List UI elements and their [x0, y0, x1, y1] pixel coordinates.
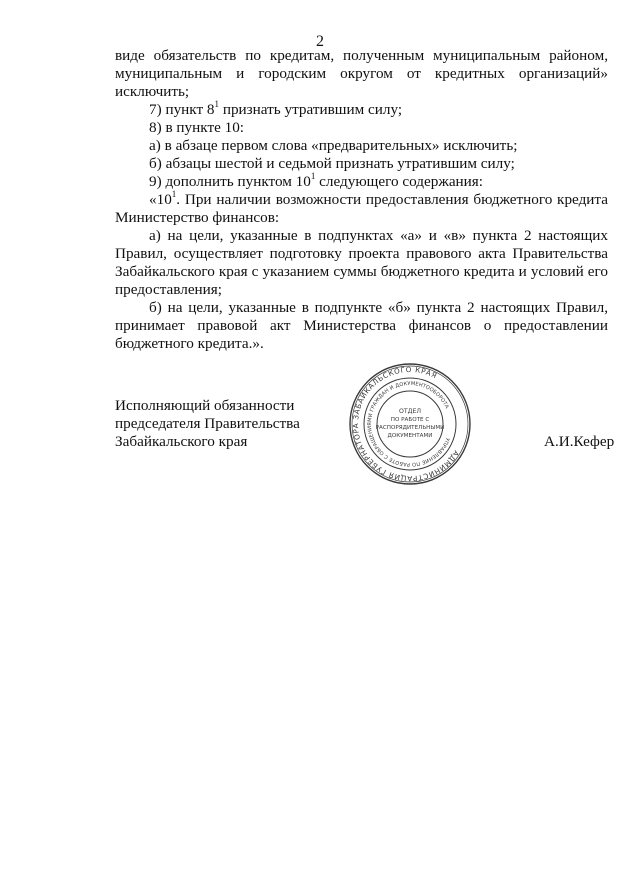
stamp-center-line: ДОКУМЕНТАМИ — [387, 433, 433, 439]
stamp-outer-text: АДМИНИСТРАЦИЯ ГУБЕРНАТОРА ЗАБАЙКАЛЬСКОГО КРАЯ — [350, 364, 461, 484]
signatory-position-line: председателя Правительства — [115, 415, 300, 432]
svg-text:АДМИНИСТРАЦИЯ ГУБЕРНАТОРА ЗАБА — [348, 362, 472, 486]
signatory-name: А.И.Кефер — [544, 433, 615, 450]
paragraph-item-8: 8) в пункте 10: — [149, 119, 245, 136]
paragraph-item-7: 7) пункт $8^1$ признать утратившим силу; — [149, 98, 403, 118]
signatory-position — [115, 397, 300, 451]
paragraph-item-8b: б) абзацы шестой и седьмой признать утратившим силу; — [149, 155, 515, 172]
paragraph-subclause-a: а) на цели, указанные в подпунктах «а» и «в» пункта 2 настоящих Правил, осуществляет подготовку проекта правового акта Правительства Забайкальского края с указанием суммы бюджетного кредита и условий его предоставления; — [115, 227, 608, 298]
paragraph-continuation: виде обязательств по кредитам, полученным муниципальным районом, муниципальным и городским округом от кредитных организаций» исключить; — [115, 47, 608, 100]
paragraph-subclause-b: б) на цели, указанные в подпункте «б» пункта 2 настоящих Правил, принимает правовой акт Министерства финансов о предоставлении бюджетного кредита.». — [115, 299, 608, 352]
stamp-inner-ring-text: УПРАВЛЕНИЕ ПО РАБОТЕ С ОБРАЩЕНИЯМИ ГРАЖДАН И ДОКУМЕНТООБОРОТА — [366, 380, 451, 468]
page-number: 2 — [316, 33, 324, 50]
stamp-center-line: ПО РАБОТЕ С — [390, 417, 430, 423]
document-body — [115, 47, 608, 353]
signatory-position-line: Исполняющий обязанности — [115, 397, 295, 414]
paragraph-item-8a: а) в абзаце первом слова «предварительных» исключить; — [149, 137, 518, 154]
official-stamp — [348, 362, 472, 486]
paragraph-item-9: 9) дополнить пунктом $10^1$ следующего содержания: — [149, 170, 484, 190]
stamp-center-line: РАСПОРЯДИТЕЛЬНЫМИ — [375, 425, 445, 431]
paragraph-clause-10-1: «$10^1$. При наличии возможности предоставления бюджетного кредита Министерство финансов: — [115, 188, 608, 226]
stamp-center-line: ОТДЕЛ — [398, 408, 422, 415]
signatory-position-line: Забайкальского края — [115, 433, 248, 450]
